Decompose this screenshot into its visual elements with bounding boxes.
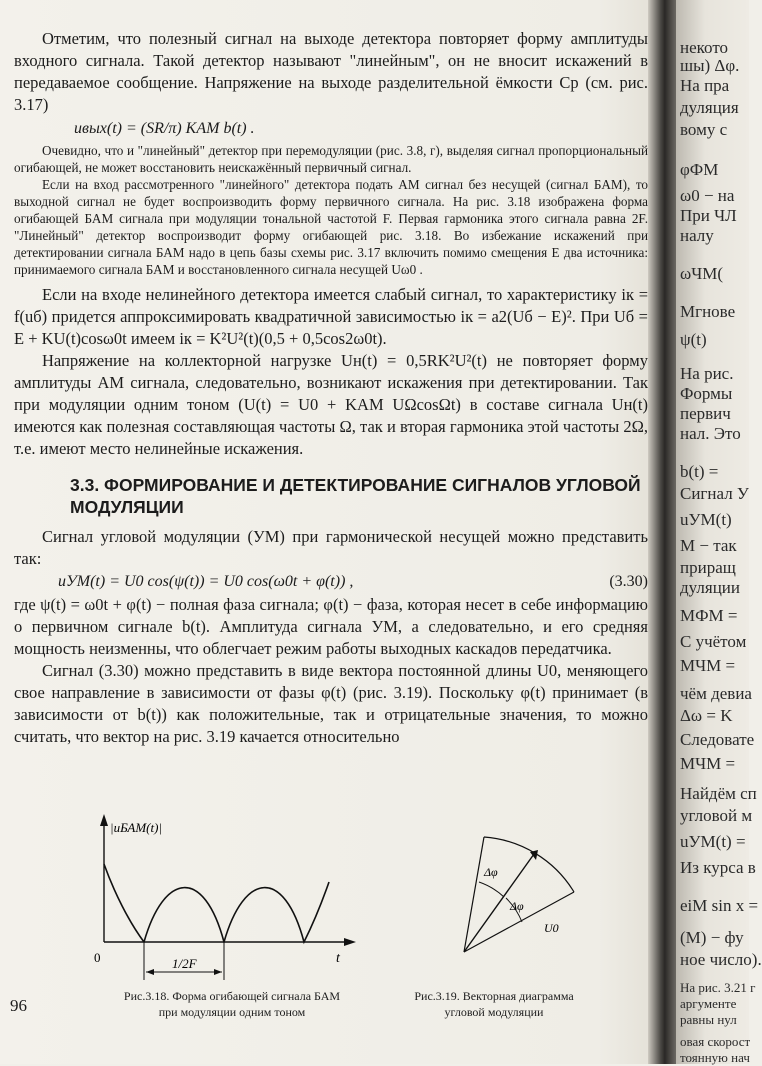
right-page-line: M − так xyxy=(680,536,737,555)
figures-area xyxy=(14,812,634,1032)
right-page-line: На рис. 3.21 г xyxy=(680,980,756,995)
right-page-line: φФМ xyxy=(680,160,719,179)
dimension-arrow-right xyxy=(214,969,222,975)
right-page-line: нал. Это xyxy=(680,424,741,443)
right-page-line: MФМ = xyxy=(680,606,738,625)
page-number: 96 xyxy=(10,996,27,1015)
caption-line: угловой модуляции xyxy=(444,1005,544,1019)
formula-output-voltage: uвых(t) = (SR/π) KАМ b(t) . xyxy=(74,120,255,137)
x-axis-arrow xyxy=(344,938,356,946)
right-page-line: b(t) = xyxy=(680,462,719,481)
formula-um-signal: uУМ(t) = U0 cos(ψ(t)) = U0 cos(ω0t + φ(t)) , xyxy=(58,573,354,590)
right-page-line: овая скорост xyxy=(680,1034,751,1049)
paragraph: Сигнал (3.30) можно представить в виде вектора постоянной длины U0, меняющего свое направление в зависимости от фазы φ(t) (рис. 3.19). Поскольку φ(t) принимает (в зависимости от b(t)) как положительные, так и отрицательные значения, то можно считать, что вектор на рис. 3.19 качается относительно xyxy=(14,661,648,746)
figure-3-19 xyxy=(434,812,634,982)
right-page-line: первич xyxy=(680,404,731,423)
figure-3-19-caption xyxy=(394,988,594,1020)
right-page-line: ψ(t) xyxy=(680,330,707,349)
right-page-line: тоянную нач xyxy=(680,1050,750,1065)
right-page-line: Из курса в xyxy=(680,858,756,877)
right-page-line: Найдём сп xyxy=(680,784,757,803)
right-page-line: аргументе xyxy=(680,996,737,1011)
right-page-line: На пра xyxy=(680,76,730,95)
right-page-line: eiM sin x = xyxy=(680,896,759,915)
right-page-line: (M) − фу xyxy=(680,928,744,947)
right-page-line: MЧМ = xyxy=(680,656,736,675)
right-page-line: ωЧМ( xyxy=(680,264,724,283)
right-page-line: дуляция xyxy=(680,98,739,117)
origin-label: 0 xyxy=(94,950,101,965)
right-page-line: uУМ(t) xyxy=(680,510,732,529)
dimension-arrow-left xyxy=(146,969,154,975)
delta-phi-label-1: Δφ xyxy=(484,865,498,879)
right-page-line: угловой м xyxy=(680,806,753,825)
vector-left xyxy=(464,837,484,952)
y-axis-arrow xyxy=(100,814,108,826)
right-page-line: налу xyxy=(680,226,714,245)
paragraph: Напряжение на коллекторной нагрузке Uн(t) = 0,5RK²U²(t) не повторяет форму амплитуды АМ сигнала, следовательно, возникают искажения при детектировании. Так при модуляции одним тоном (U(t) = U0 + KАМ UΩcosΩt) в составе сигнала Uн(t) имеются как полезная составляющая частоты Ω, так и вторая гармоника этой частоты 2Ω, т.е. имеют место нелинейные искажения. xyxy=(14,351,648,458)
right-page-line: ω0 − на xyxy=(680,186,735,205)
caption-line: Рис.3.18. Форма огибающей сигнала БАМ xyxy=(123,989,341,1003)
angle-arc-1 xyxy=(479,882,504,897)
page-content xyxy=(14,28,648,748)
paragraph: Если на входе нелинейного детектора имеется слабый сигнал, то характеристику iк = f(uб) придется аппроксимировать квадратичной зависимостью iк = a2(Uб − E)². При Uб = E + KU(t)cosω0t имеем iк = K²U²(t)(0,5 + 0,5cos2ω0t). xyxy=(14,285,648,348)
formula-3-30 xyxy=(14,573,648,591)
envelope-curve xyxy=(104,864,329,942)
right-page-line: Следовате xyxy=(680,730,755,749)
right-page-line: равны нул xyxy=(680,1012,737,1027)
right-page-line: Формы xyxy=(680,384,733,403)
right-page-line: При ЧЛ xyxy=(680,206,737,225)
right-page-line: ное число). xyxy=(680,950,762,969)
right-page-line: вому с xyxy=(680,120,728,139)
y-axis-label: |uБАМ(t)| xyxy=(110,820,163,835)
paragraph: Сигнал угловой модуляции (УМ) при гармонической несущей можно представить так: xyxy=(14,527,648,568)
right-page-line: шы) Δφ. xyxy=(680,56,740,75)
right-page-line: чём девиа xyxy=(680,684,752,703)
right-page-line: некото xyxy=(680,38,729,57)
right-page-line: uУМ(t) = xyxy=(680,832,746,851)
caption-line: Рис.3.19. Векторная диаграмма xyxy=(414,989,574,1003)
right-page-line: MЧМ = xyxy=(680,754,736,773)
equation-number: (3.30) xyxy=(609,573,648,590)
u0-label: U0 xyxy=(544,921,559,935)
caption-line: при модуляции одним тоном xyxy=(158,1005,306,1019)
right-page-line: приращ xyxy=(680,558,736,577)
paragraph-small: Если на вход рассмотренного "линейного" детектора подать АМ сигнал без несущей (сигнал БАМ), то выходной сигнал не будет воспроизводить форму первичного сигнала. На рис. 3.18 изображена форма огибающей БАМ сигнала при модуляции тональной частотой F. Первая гармоника этого сигнала равна 2F. "Линейный" детектор воспроизводит форму огибающей рис. 3.18. Во избежание искажений при детектировании сигнала БАМ надо в цепь базы схемы рис. 3.17 включить помимо смещения E два источника: принимаемого сигнала БАМ и восстановленного сигнала несущей Uω0 . xyxy=(14,177,648,277)
right-page-line: Δω = K xyxy=(680,706,733,725)
book-gutter xyxy=(648,0,676,1064)
period-label: 1/2F xyxy=(172,956,197,971)
right-page-line: дуляции xyxy=(680,578,740,597)
section-heading: 3.3. ФОРМИРОВАНИЕ И ДЕТЕКТИРОВАНИЕ СИГНАЛОВ УГЛОВОЙ МОДУЛЯЦИИ xyxy=(70,475,641,517)
right-page-line: С учётом xyxy=(680,632,747,651)
right-page-fragment xyxy=(676,0,762,1065)
delta-phi-label-2: Δφ xyxy=(510,899,524,913)
figure-3-18-caption xyxy=(82,988,382,1020)
paragraph-small: Очевидно, что и "линейный" детектор при перемодуляции (рис. 3.8, г), выделяя сигнал пропорциональный огибающей, не может восстановить неискажённый первичный сигнал. xyxy=(14,143,648,175)
right-page-line: Мгнове xyxy=(680,302,736,321)
figure-3-18 xyxy=(74,812,404,982)
paragraph: Отметим, что полезный сигнал на выходе детектора повторяет форму амплитуды входного сигнала. Такой детектор называют "линейным", он не вносит искажений в передаваемое сообщение. Напряжение на выходе разделительной ёмкости Cр (см. рис. 3.17) xyxy=(14,29,648,114)
paragraph: где ψ(t) = ω0t + φ(t) − полная фаза сигнала; φ(t) − фаза, которая несет в себе информацию о первичном сигнале b(t). Амплитуда сигнала УМ, а следовательно, и его средняя мощность неизменны, что облегчает режим работы выходных каскадов передатчика. xyxy=(14,595,648,658)
right-page-line: На рис. xyxy=(680,364,734,383)
right-page-line: Сигнал У xyxy=(680,484,749,503)
x-axis-label: t xyxy=(336,951,340,966)
